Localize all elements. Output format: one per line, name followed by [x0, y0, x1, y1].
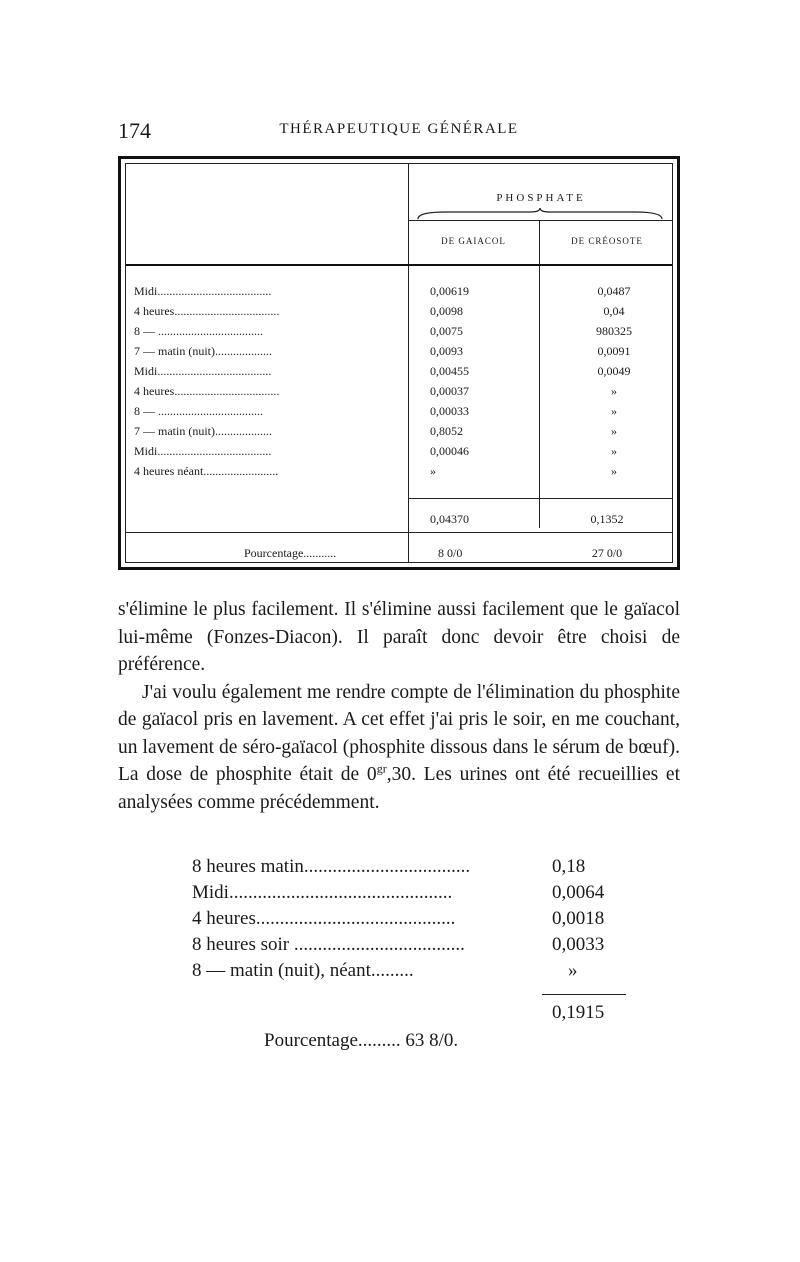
column-header-creosote: DE CRÉOSOTE [571, 236, 643, 246]
percentage-creosote: 27 0/0 [591, 546, 623, 560]
percentage-line: Pourcentage......... 63 8/0. [264, 1030, 459, 1051]
table-row [126, 324, 672, 344]
gaiacol-value: 0,00619 [430, 284, 469, 298]
table-row [126, 364, 672, 384]
header-rule [408, 220, 672, 221]
list-item-label: 4 heures.......................................... [192, 908, 456, 929]
gaiacol-value: 0,00046 [430, 444, 469, 458]
table-row [126, 464, 672, 484]
creosote-value: 0,0049 [597, 364, 631, 378]
list-item-value: 0,0033 [552, 934, 605, 955]
table-row [126, 444, 672, 464]
page-header [118, 118, 680, 144]
paragraph-text: J'ai voulu également me rendre compte de l'élimination du phosphite de gaïacol pris en lavement. A cet effet j'ai pris le soir, en me couchant, un lavement de séro-gaïacol (phosphite dissous dans le sérum de bœuf). La dose de phosphite était de 0 [118, 681, 680, 785]
body-text [118, 596, 680, 816]
list-item-label: 8 heures soir .................................... [192, 934, 465, 955]
creosote-value: 0,04 [603, 304, 625, 318]
phosphate-table [118, 156, 680, 570]
header-bottom-rule [126, 264, 672, 266]
row-label: Midi...................................... [134, 284, 272, 298]
paragraph-text: ,30. Les urines ont été recueillies et analysées comme précédemment. [118, 764, 681, 813]
list-item-label: Midi............................................... [192, 882, 453, 903]
percentage-gaiacol: 8 0/0 [438, 546, 463, 560]
total-creosote: 0,1352 [590, 512, 624, 526]
group-header-phosphate: PHOSPHATE [496, 192, 586, 204]
gaiacol-value: 0,0075 [430, 324, 463, 338]
table-row [126, 344, 672, 364]
list-item-value: » [568, 960, 578, 981]
page-number: 174 [118, 118, 151, 143]
table-row [126, 284, 672, 304]
creosote-value: » [611, 444, 617, 458]
creosote-value: » [611, 424, 617, 438]
list-item [192, 856, 612, 882]
creosote-value: 980325 [596, 324, 632, 338]
list-item-label: 8 heures matin................................... [192, 856, 471, 877]
gaiacol-value: 0,0098 [430, 304, 463, 318]
table-row [126, 304, 672, 324]
list-item-value: 0,0064 [552, 882, 605, 903]
list-item [192, 882, 612, 908]
table-row [126, 404, 672, 424]
brace-icon [416, 208, 664, 220]
creosote-value: 0,0091 [597, 344, 631, 358]
gaiacol-value: 0,00455 [430, 364, 469, 378]
creosote-value: 0,0487 [597, 284, 631, 298]
list-item-value: 0,18 [552, 856, 586, 877]
creosote-value: » [611, 384, 617, 398]
list-item-label: 8 — matin (nuit), néant......... [192, 960, 414, 981]
table-row [126, 384, 672, 404]
list-item-value: 0,0018 [552, 908, 605, 929]
creosote-value: » [611, 404, 617, 418]
row-label: Midi...................................... [134, 444, 272, 458]
row-label: 4 heures néant......................... [134, 464, 279, 478]
total-rule [408, 498, 672, 499]
list-item [192, 908, 612, 934]
table-row [126, 424, 672, 444]
row-label: 8 — ................................... [134, 324, 263, 338]
paragraph: s'élimine le plus facilement. Il s'élimine aussi facilement que le gaïacol lui-même (Fonzes-Diacon). Il paraît donc devoir être choisi de préférence. [118, 599, 680, 675]
paragraph [118, 679, 680, 817]
gaiacol-value: 0,00033 [430, 404, 469, 418]
row-label: Midi...................................... [134, 364, 272, 378]
row-label: 7 — matin (nuit)................... [134, 344, 272, 358]
running-title: THÉRAPEUTIQUE GÉNÉRALE [279, 121, 519, 137]
row-label: 4 heures................................... [134, 384, 280, 398]
unit-superscript: gr [376, 761, 387, 776]
creosote-value: » [611, 464, 617, 478]
total-bottom-rule [126, 532, 672, 533]
gaiacol-value: 0,8052 [430, 424, 463, 438]
gaiacol-value: 0,0093 [430, 344, 463, 358]
list-item [192, 960, 612, 986]
column-header-gaiacol: DE GAIACOL [441, 236, 506, 246]
gaiacol-value: » [430, 464, 436, 478]
table-inner-border [125, 163, 673, 563]
row-label: 8 — ................................... [134, 404, 263, 418]
row-label: 7 — matin (nuit)................... [134, 424, 272, 438]
total-gaiacol: 0,04370 [430, 512, 469, 526]
percentage-label: Pourcentage........... [244, 546, 337, 560]
sum-rule [542, 994, 626, 995]
list-item [192, 934, 612, 960]
row-label: 4 heures................................... [134, 304, 280, 318]
gaiacol-value: 0,00037 [430, 384, 469, 398]
list-total: 0,1915 [552, 1002, 605, 1023]
